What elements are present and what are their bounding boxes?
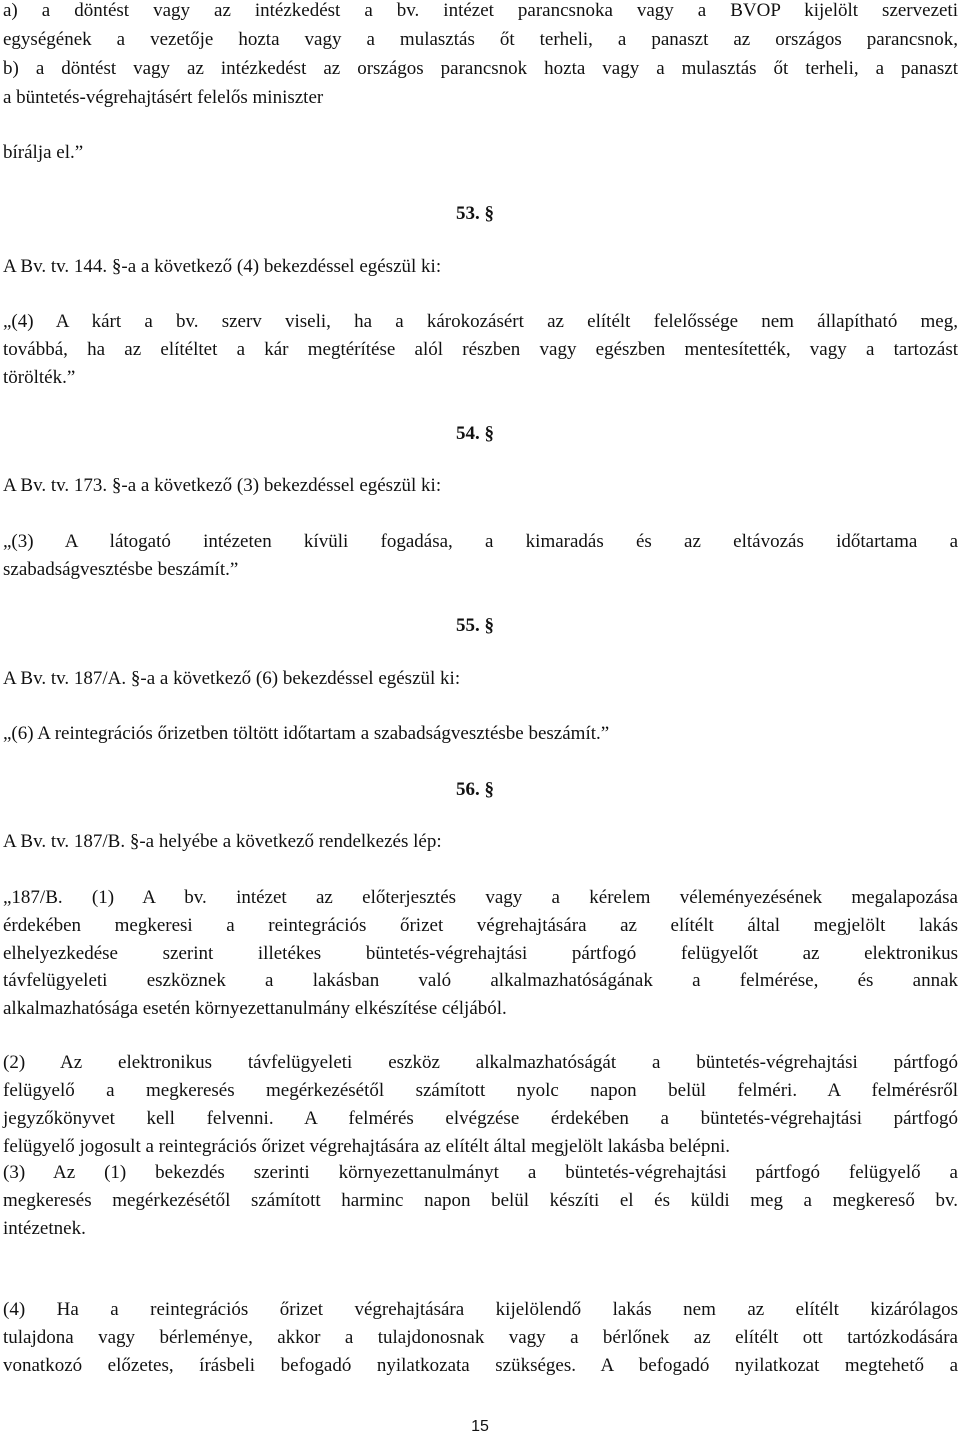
text-line: bírálja el.” [3, 142, 84, 163]
section-intro: A Bv. tv. 187/A. §-a a következő (6) bekezdéssel egészül ki: [3, 668, 461, 689]
paragraph-line: vonatkozó előzetes, írásbeli befogadó nyilatkozata szükséges. A befogadó nyilatkozat megtehető a [3, 1355, 958, 1376]
section-intro: A Bv. tv. 173. §-a a következő (3) bekezdéssel egészül ki: [3, 475, 442, 496]
page-number: 15 [471, 1418, 489, 1435]
paragraph-line: (3) Az (1) bekezdés szerinti környezettanulmányt a büntetés-végrehajtási pártfogó felügyelő a [3, 1162, 958, 1183]
paragraph-line: felügyelő a megkeresés megérkezésétől számított nyolc napon belül felméri. A felmérésről [3, 1080, 958, 1101]
paragraph-line: megkeresés megérkezésétől számított harminc napon belül készíti el és küldi meg a megkereső bv. [3, 1190, 958, 1211]
paragraph-line: (4) Ha a reintegrációs őrizet végrehajtására kijelölendő lakás nem az elítélt kizárólagos [3, 1299, 958, 1320]
section-heading: 54. § [456, 423, 494, 444]
section-heading: 53. § [456, 203, 494, 224]
text-line: b) a döntést vagy az intézkedést az országos parancsnok hozta vagy a mulasztás őt terheli, a panaszt [3, 58, 958, 79]
quote-line: „(4) A kárt a bv. szerv viseli, ha a károkozásért az elítélt felelőssége nem állapítható meg, [3, 311, 958, 332]
paragraph-line: „187/B. (1) A bv. intézet az előterjesztés vagy a kérelem véleményezésének megalapozása [3, 887, 958, 908]
quote-line: „(6) A reintegrációs őrizetben töltött időtartam a szabadságvesztésbe beszámít.” [3, 723, 610, 744]
paragraph-line: (2) Az elektronikus távfelügyeleti eszköz alkalmazhatóságát a büntetés-végrehajtási pártfogó [3, 1052, 958, 1073]
section-intro: A Bv. tv. 187/B. §-a helyébe a következő rendelkezés lép: [3, 831, 442, 852]
text-line: egységének a vezetője hozta vagy a mulasztás őt terheli, a panaszt az országos parancsnok, [3, 29, 958, 50]
paragraph-line: elhelyezkedése szerint illetékes büntetés-végrehajtási pártfogó felügyelőt az elektronikus [3, 943, 958, 964]
text-line: a büntetés-végrehajtásért felelős miniszter [3, 87, 324, 108]
section-heading: 56. § [456, 779, 494, 800]
quote-line: szabadságvesztésbe beszámít.” [3, 559, 239, 580]
paragraph-line: távfelügyeleti eszköznek a lakásban való alkalmazhatóságának a felmérése, és annak [3, 970, 958, 991]
paragraph-line: jegyzőkönyvet kell felvenni. A felmérés elvégzése érdekében a büntetés-végrehajtási pártfogó [3, 1108, 958, 1129]
paragraph-line: felügyelő jogosult a reintegrációs őrizet végrehajtására az elítélt által megjelölt lakásba belépni. [3, 1136, 730, 1157]
section-intro: A Bv. tv. 144. §-a a következő (4) bekezdéssel egészül ki: [3, 256, 442, 277]
quote-line: „(3) A látogató intézeten kívüli fogadása, a kimaradás és az eltávozás időtartama a [3, 531, 958, 552]
paragraph-line: tulajdona vagy bérleménye, akkor a tulajdonosnak vagy a bérlőnek az elítélt ott tartózkodására [3, 1327, 958, 1348]
quote-line: törölték.” [3, 367, 76, 388]
quote-line: továbbá, ha az elítéltet a kár megtérítése alól részben vagy egészben mentesítették, vagy a tartozást [3, 339, 958, 360]
text-line: a) a döntést vagy az intézkedést a bv. intézet parancsnoka vagy a BVOP kijelölt szervezeti [3, 0, 958, 21]
paragraph-line: alkalmazhatósága esetén környezettanulmány elkészítése céljából. [3, 998, 507, 1019]
paragraph-line: intézetnek. [3, 1218, 86, 1239]
paragraph-line: érdekében megkeresi a reintegrációs őrizet végrehajtására az elítélt által megjelölt lakás [3, 915, 958, 936]
section-heading: 55. § [456, 615, 494, 636]
